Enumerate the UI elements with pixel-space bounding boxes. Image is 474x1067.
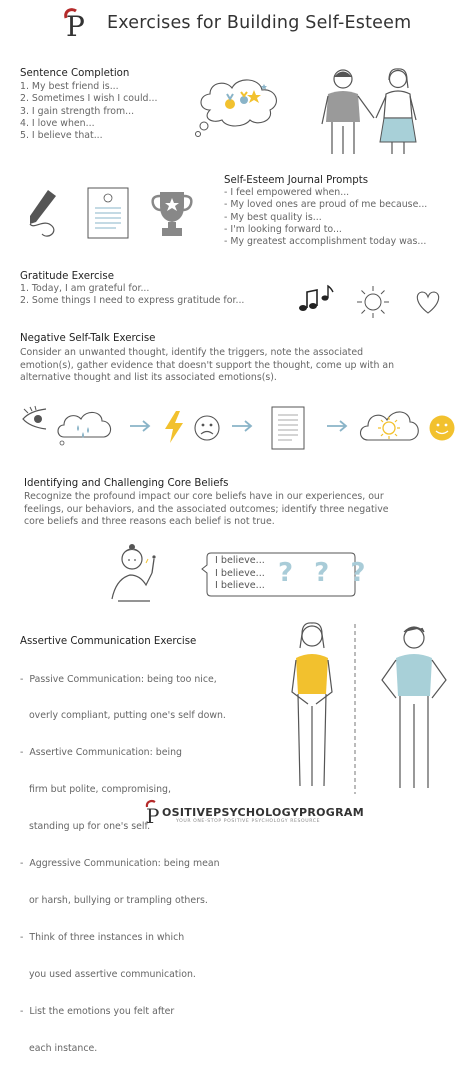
question-mark-icon: ? [278,558,300,588]
list-item: - My greatest accomplishment today was... [224,236,427,248]
heart-icon [413,289,443,315]
eye-icon [20,405,50,433]
gratitude-list [20,283,244,308]
passive-woman-icon [282,620,342,790]
footer-brand: OSITIVEPSYCHOLOGYPROGRAM [162,806,364,819]
sunny-cloud-icon [356,404,422,448]
arrow-right-icon [128,420,152,432]
arrow-right-icon [230,420,254,432]
pen-writing-icon [22,186,72,242]
question-marks [278,558,371,588]
assertive-man-icon [374,622,454,792]
list-item: 5. I believe that... [20,130,103,142]
footer-tagline: YOUR ONE-STOP POSITIVE PSYCHOLOGY RESOURCE [176,819,321,824]
assertive-list: - Passive Communication: being too nice, overly compliant, putting one's self down. - Assertive Communication: being firm but polite, compromising, standing up for one's self. - Aggressive Communication: being mean or harsh, bullying or trampling others. - Think of three instances in which you used assertive communication. - List the emotions you felt after each instance. [20,673,226,1054]
belief-line: I believe... [215,567,265,579]
music-notes-icon [297,284,335,314]
list-item: 3. I gain strength from... [20,105,135,117]
sad-face-icon [193,414,221,442]
list-item: - I feel empowered when... [224,187,350,198]
list-item: 4. I love when... [20,117,95,129]
list-item: - I'm looking forward to... [224,223,342,235]
belief-line: I believe... [215,580,265,592]
belief-line: I believe... [215,555,265,566]
arrow-right-icon [325,420,349,432]
list-item: 1. My best friend is... [20,81,119,92]
sentence-completion-list [20,81,157,142]
gratitude-heading: Gratitude Exercise [20,271,114,282]
belief-lines [215,555,265,593]
logo [58,6,92,43]
assertive-heading: Assertive Communication Exercise [20,636,197,647]
page-title: Exercises for Building Self-Esteem [107,13,412,33]
logo-icon [58,6,92,43]
trophy-icon [149,188,195,240]
thought-cloud-awards-icon [190,70,290,140]
core-beliefs-heading: Identifying and Challenging Core Beliefs [24,478,229,489]
lightning-bolt-icon [162,410,186,444]
sentence-completion-heading: Sentence Completion [20,68,130,79]
happy-face-icon [428,414,456,442]
divider-dashed [352,624,358,794]
svg-text:P: P [146,804,160,828]
list-item: 2. Some things I need to express gratitude for... [20,295,245,307]
list-item: - My loved ones are proud of me because... [224,199,428,211]
list-item: - My best quality is... [224,211,322,223]
question-mark-icon: ? [314,558,336,588]
evidence-document-icon [270,405,306,451]
journal-page-icon [86,186,130,240]
question-mark-icon: ? [350,558,372,588]
logo-letter: P [66,10,85,43]
journal-heading: Self-Esteem Journal Prompts [224,175,369,186]
negative-self-talk-heading: Negative Self-Talk Exercise [20,333,156,344]
footer-logo-icon [142,799,164,827]
negative-self-talk-description: Consider an unwanted thought, identify the triggers, note the associated emotion(s), gather evidence that doesn't support the thought, come up with an alternative thought and list its associated emotions(s). [20,347,395,384]
journal-list [224,187,427,248]
thinking-person-icon [108,543,168,605]
list-item: 2. Sometimes I wish I could... [20,93,158,105]
core-beliefs-description: Recognize the profound impact our core beliefs have in our experiences, our feelings, our behaviors, and the associated outcomes; identify three negative core beliefs and three reasons each belief is not true. [24,491,389,528]
list-item: 1. Today, I am grateful for... [20,283,150,294]
rain-cloud-icon [54,405,116,445]
sun-icon [355,284,391,320]
couple-holding-hands-icon [308,62,428,157]
